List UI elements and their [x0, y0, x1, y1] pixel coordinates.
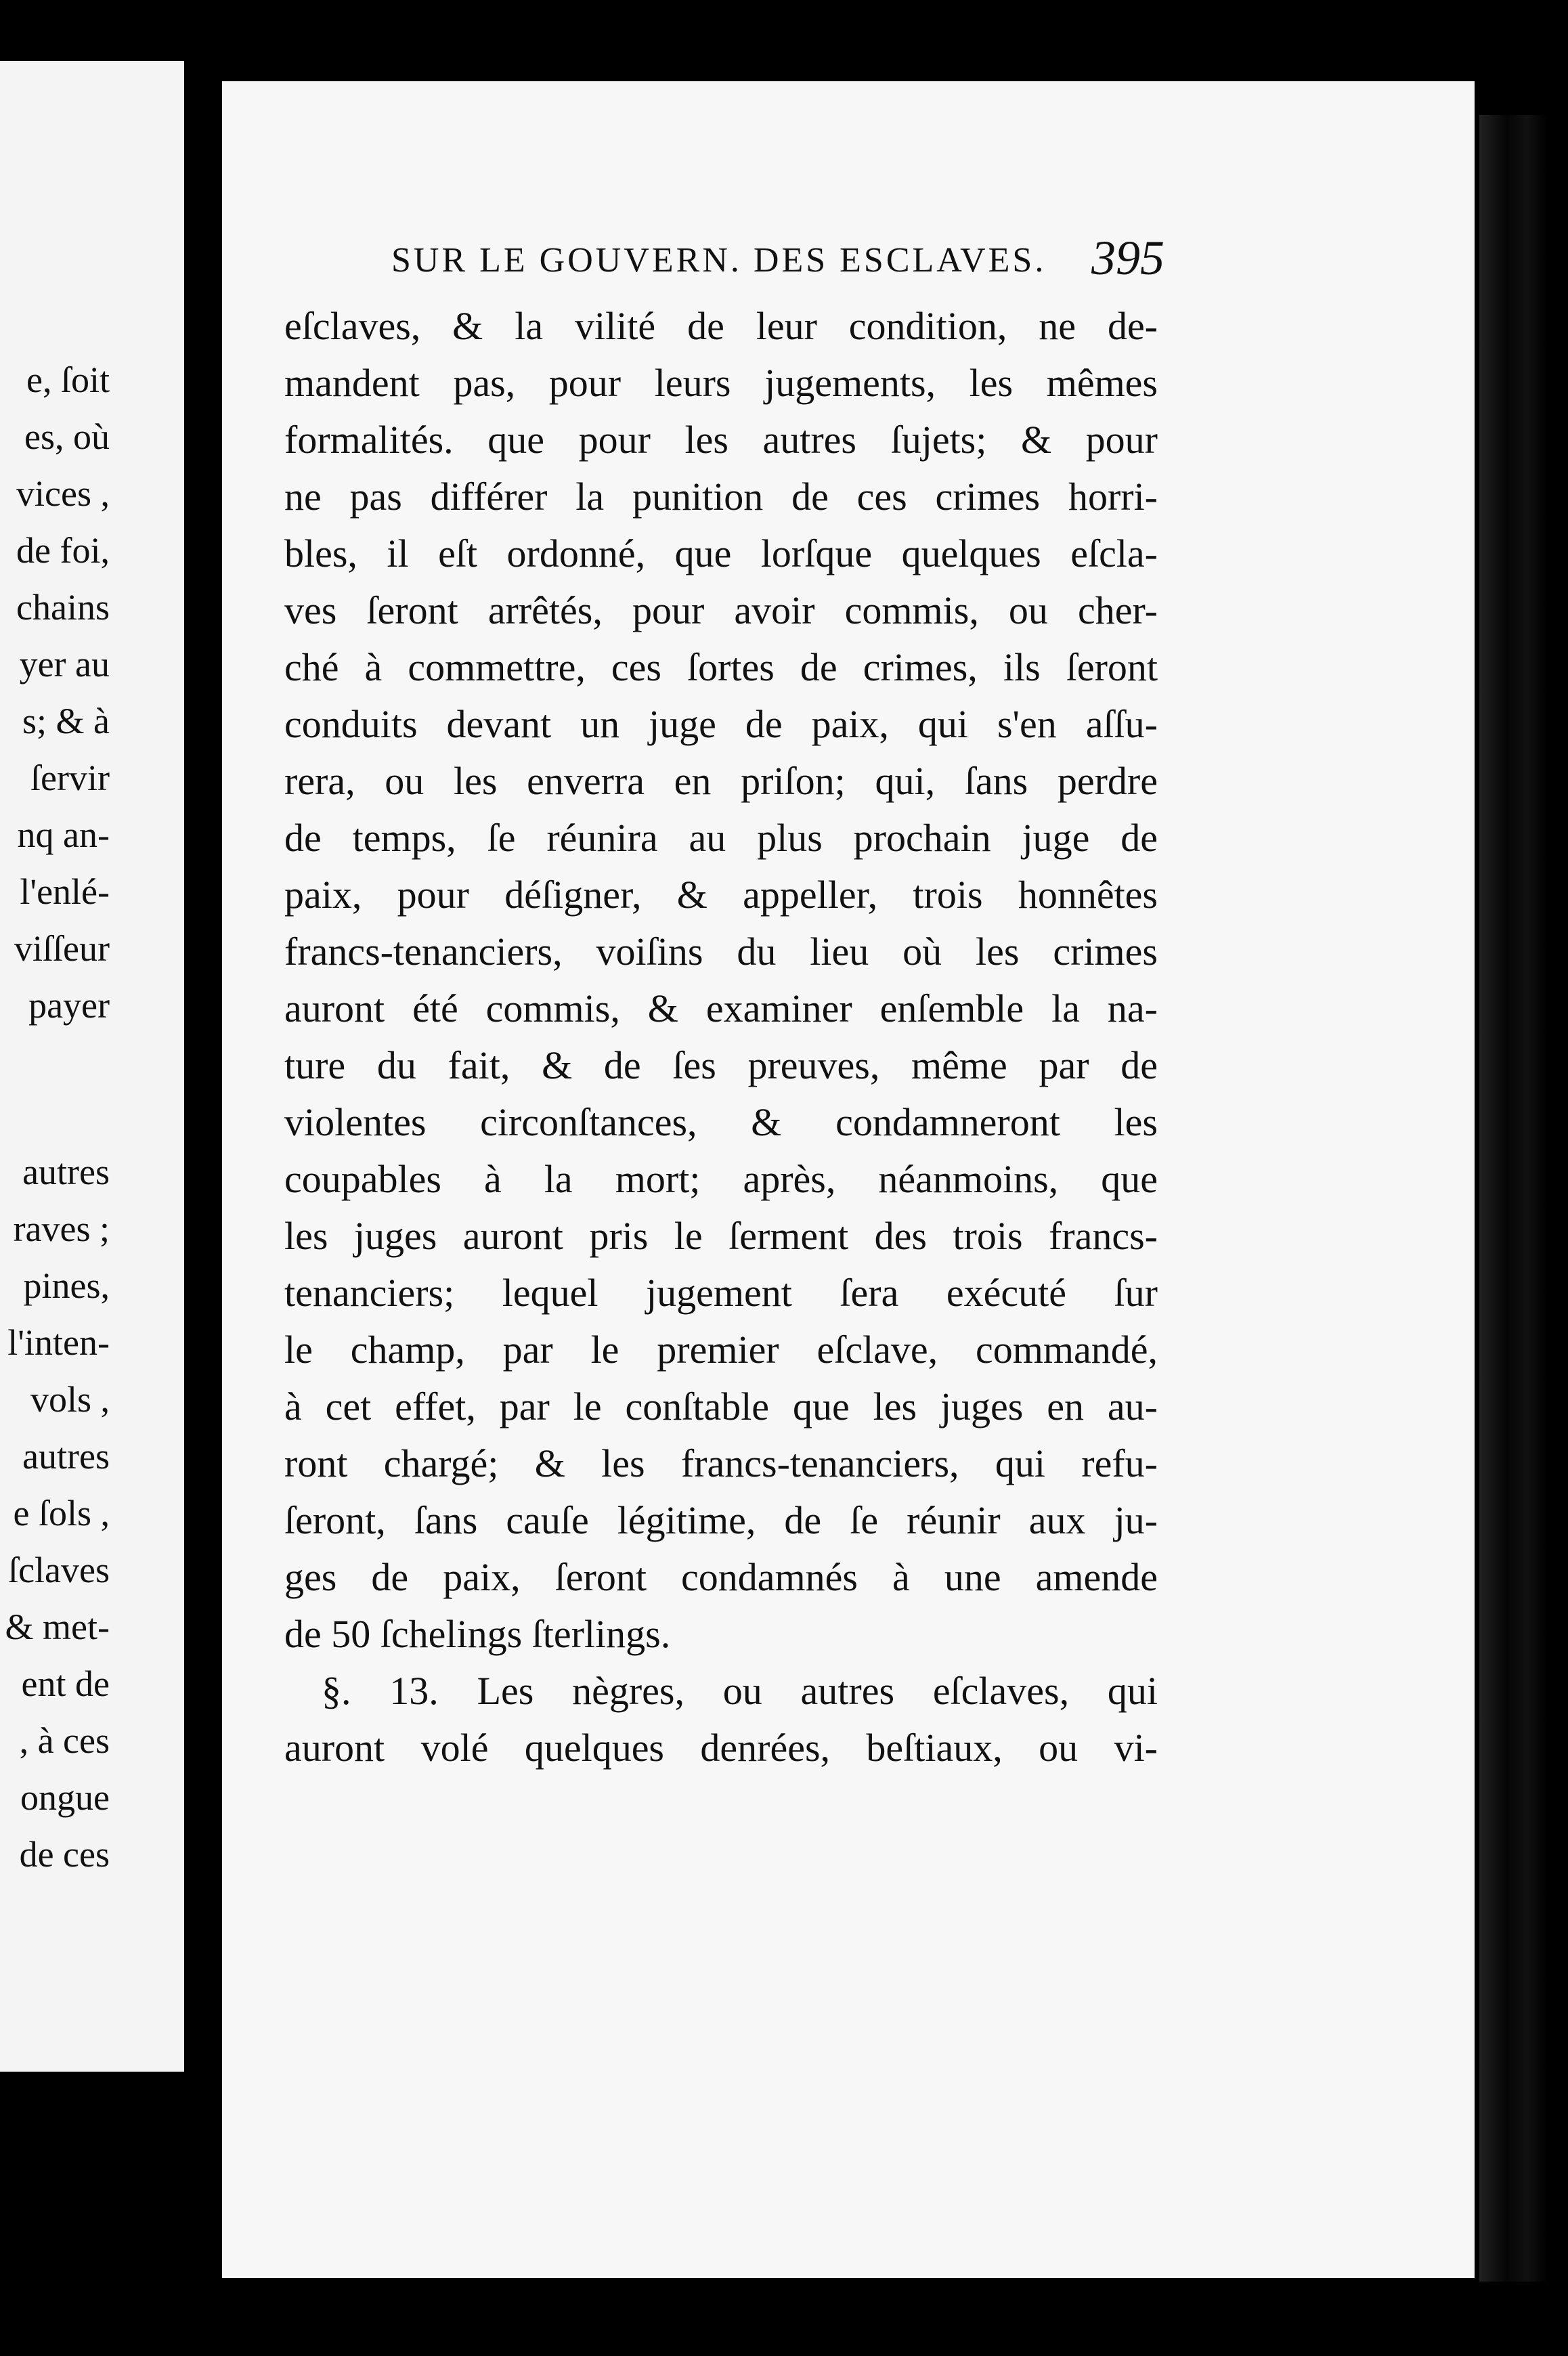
- facing-page-fragment: [0, 61, 184, 2072]
- facing-line: vols ,: [30, 1379, 110, 1420]
- facing-line: autres: [22, 1436, 110, 1477]
- text-line: ves ſeront arrêtés, pour avoir commis, ou cher-: [284, 588, 1158, 632]
- facing-line: payer: [28, 985, 110, 1026]
- text-line: mandent pas, pour leurs jugements, les mêmes: [284, 361, 1158, 405]
- book-spine: [1479, 115, 1547, 2282]
- text-line: conduits devant un juge de paix, qui s'en aſſu-: [284, 702, 1158, 746]
- text-line: formalités. que pour les autres ſujets; & pour: [284, 418, 1158, 462]
- text-line: auront été commis, & examiner enſemble la na-: [284, 986, 1158, 1030]
- facing-line: ſervir: [30, 758, 110, 798]
- text-line: de 50 ſchelings ſterlings.: [284, 1612, 671, 1656]
- text-line: les juges auront pris le ſerment des trois francs-: [284, 1214, 1158, 1258]
- text-line: violentes circonſtances, & condamneront les: [284, 1100, 1158, 1144]
- text-line: coupables à la mort; après, néanmoins, que: [284, 1157, 1158, 1201]
- text-line: paix, pour déſigner, & appeller, trois honnêtes: [284, 873, 1158, 917]
- facing-line: e, ſoit: [26, 359, 110, 400]
- text-line: ché à commettre, ces ſortes de crimes, ils ſeront: [284, 645, 1158, 689]
- facing-line: l'enlé-: [20, 871, 110, 912]
- text-line: francs-tenanciers, voiſins du lieu où les crimes: [284, 930, 1158, 974]
- text-line: ront chargé; & les francs-tenanciers, qui refu-: [284, 1441, 1158, 1485]
- section-line: §. 13. Les nègres, ou autres eſclaves, qui: [322, 1669, 1158, 1713]
- facing-line: ſclaves: [8, 1550, 110, 1590]
- facing-line: viſſeur: [14, 928, 110, 969]
- text-line: auront volé quelques denrées, beſtiaux, ou vi-: [284, 1726, 1158, 1770]
- facing-line: de foi,: [16, 530, 110, 571]
- facing-line: chains: [16, 587, 110, 628]
- page-number: 395: [1091, 231, 1164, 285]
- text-line: de temps, ſe réunira au plus prochain juge de: [284, 816, 1158, 860]
- text-line: eſclaves, & la vilité de leur condition, ne de-: [284, 304, 1158, 348]
- facing-line: de ces: [19, 1834, 110, 1875]
- text-line: ne pas différer la punition de ces crimes horri-: [284, 475, 1158, 519]
- running-head: SUR LE GOUVERN. DES ESCLAVES.: [391, 241, 1047, 280]
- facing-line: es, où: [24, 416, 110, 457]
- facing-line: nq an-: [17, 814, 110, 855]
- facing-line: ongue: [20, 1777, 110, 1818]
- text-line: ges de paix, ſeront condamnés à une amende: [284, 1555, 1158, 1599]
- facing-line: raves ;: [13, 1208, 110, 1249]
- text-line: à cet effet, par le conſtable que les juges en au-: [284, 1384, 1158, 1428]
- facing-line: vices ,: [16, 473, 110, 514]
- facing-line: l'inten-: [7, 1322, 110, 1363]
- facing-line: yer au: [19, 644, 110, 684]
- text-line: bles, il eſt ordonné, que lorſque quelques eſcla-: [284, 531, 1158, 575]
- text-line: ture du fait, & de ſes preuves, même par de: [284, 1043, 1158, 1087]
- text-line: rera, ou les enverra en priſon; qui, ſans perdre: [284, 759, 1158, 803]
- text-line: le champ, par le premier eſclave, commandé,: [284, 1328, 1158, 1372]
- text-line: tenanciers; lequel jugement ſera exécuté ſur: [284, 1271, 1158, 1315]
- text-line: ſeront, ſans cauſe légitime, de ſe réunir aux ju-: [284, 1498, 1158, 1542]
- facing-line: ent de: [21, 1663, 110, 1704]
- facing-line: e ſols ,: [13, 1493, 110, 1533]
- facing-line: autres: [22, 1152, 110, 1192]
- facing-line: & met-: [5, 1607, 110, 1647]
- facing-line: pines,: [23, 1265, 110, 1306]
- facing-line: , à ces: [19, 1720, 110, 1761]
- facing-line: s; & à: [22, 701, 110, 741]
